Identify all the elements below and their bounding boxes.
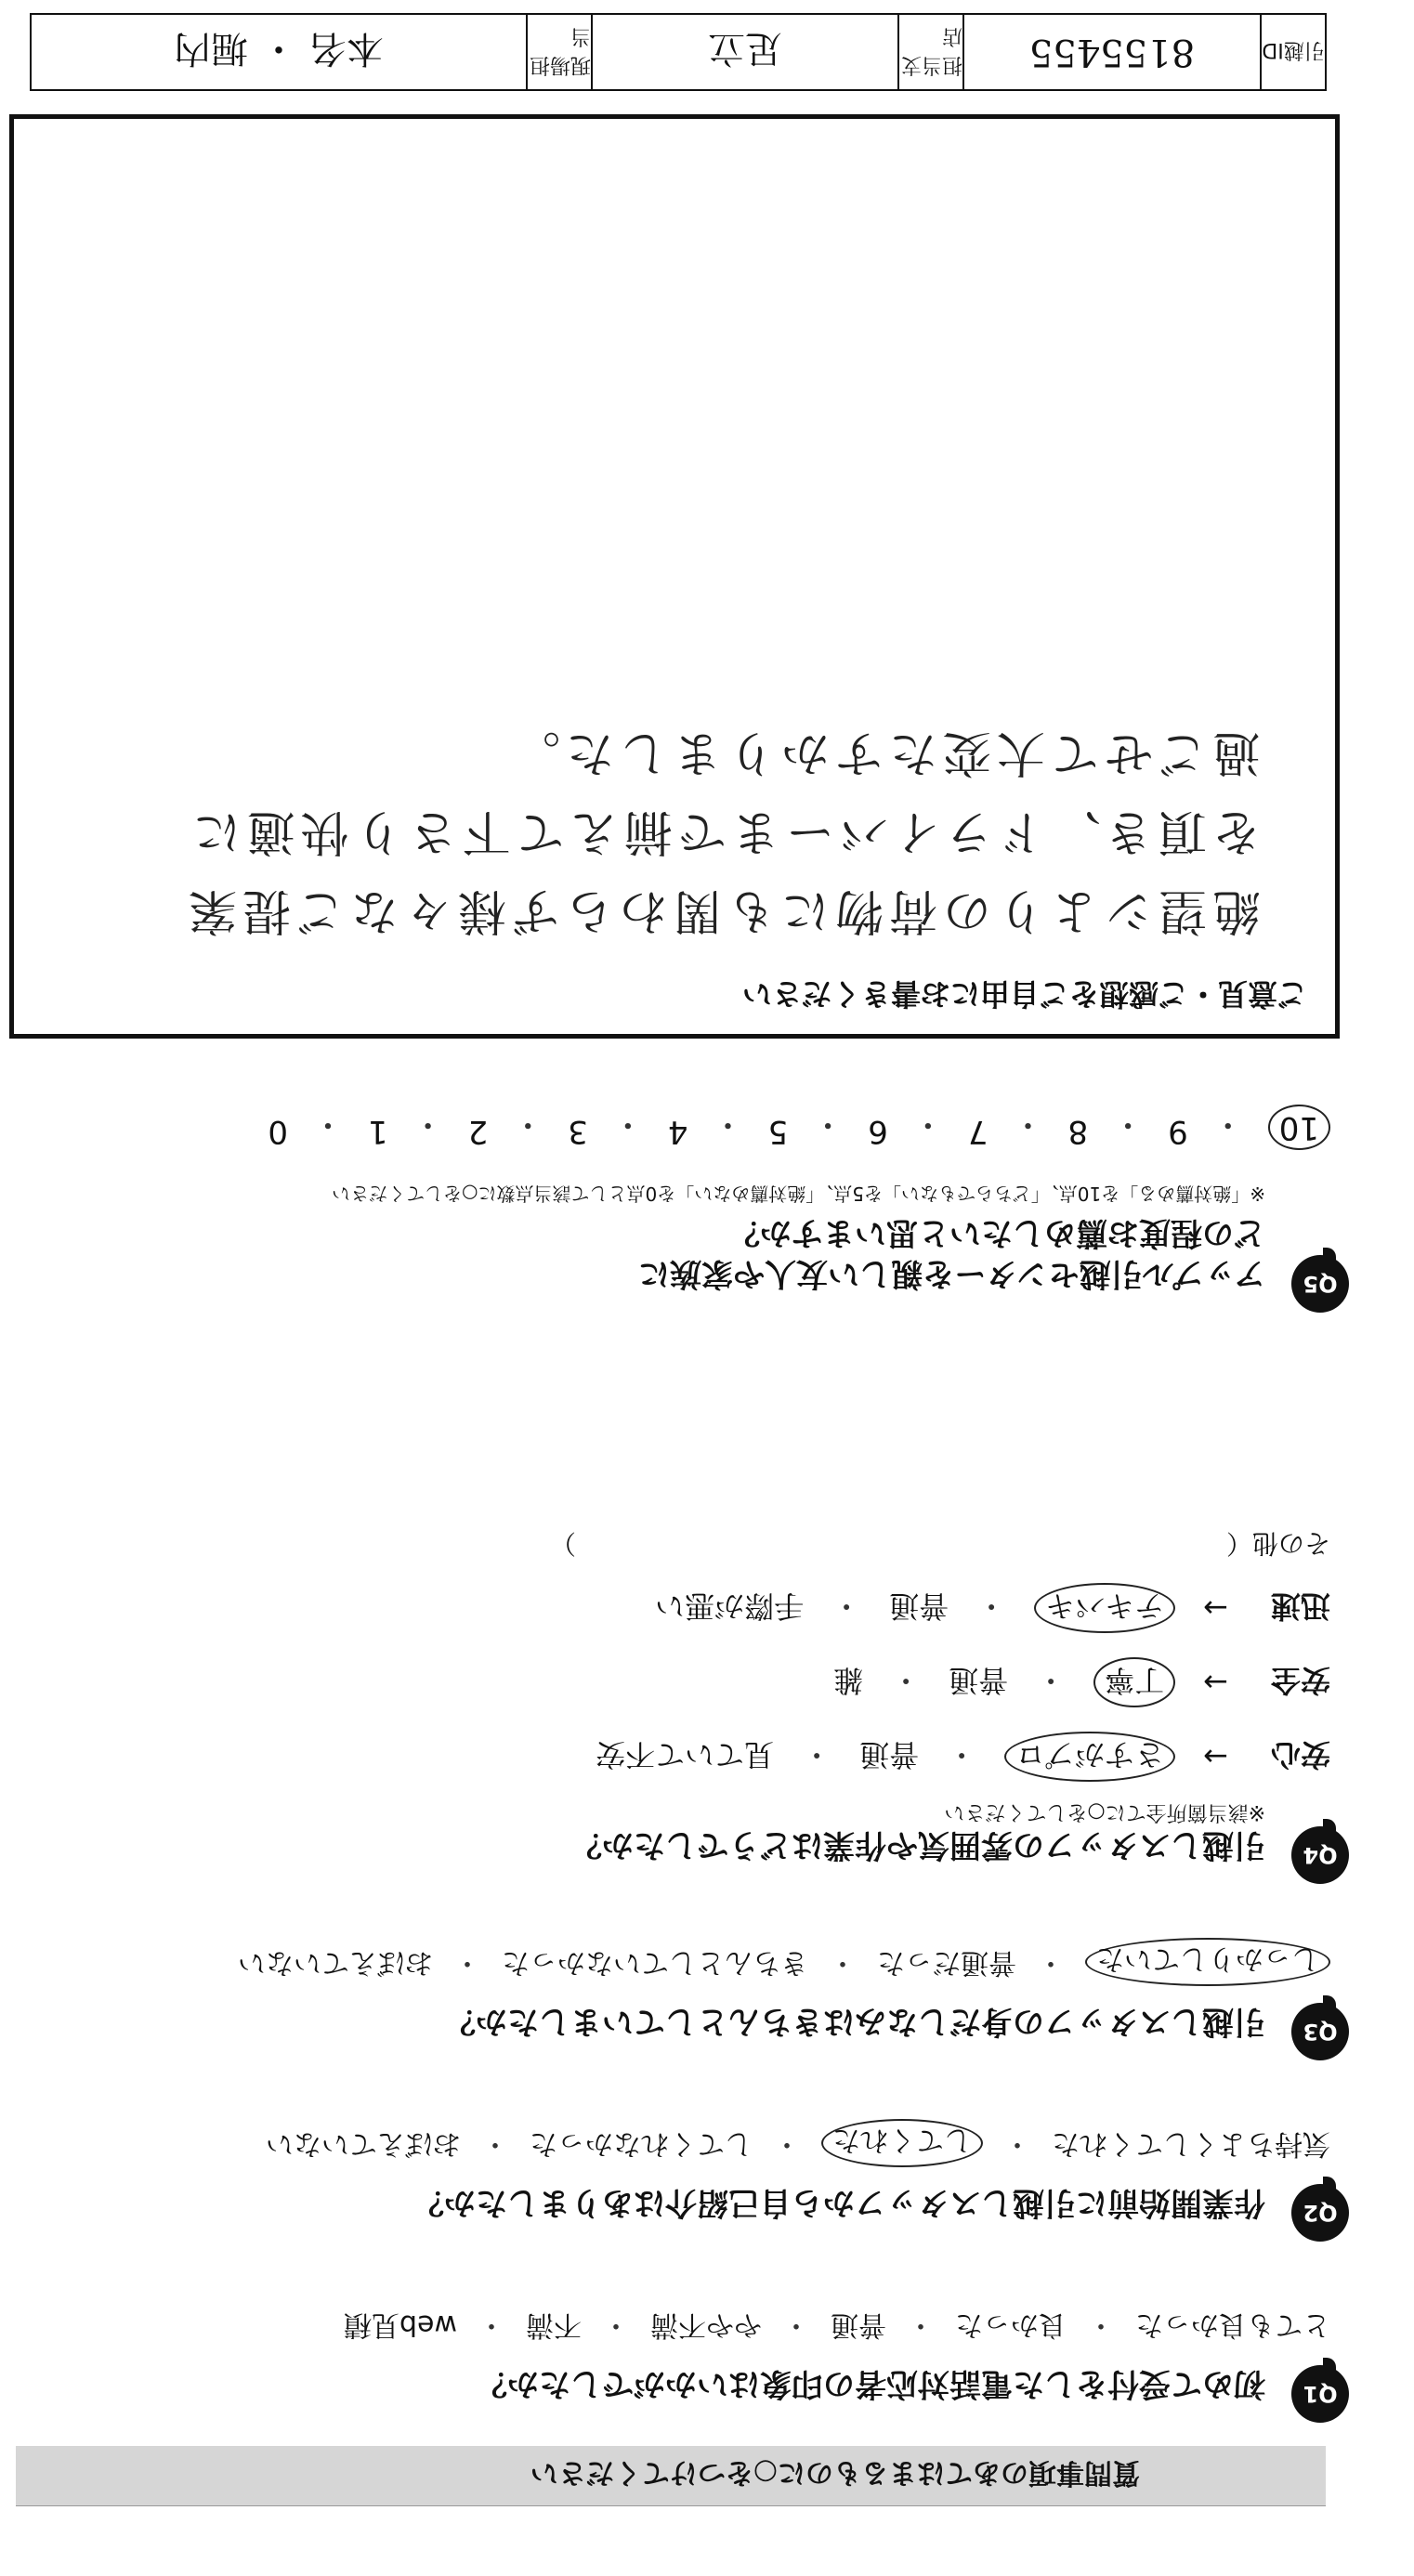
option[interactable]: 普通 (831, 2308, 886, 2341)
branch-label: 担当支店 (897, 15, 962, 89)
q4-row-anshin: 安心 → さすがプロ ・ 普通 ・ 見ていて不安 (596, 1732, 1330, 1782)
option-selected[interactable]: テキパキ (1034, 1583, 1175, 1633)
score-option[interactable]: 8 (1067, 1113, 1089, 1150)
comment-line: 絶望シよりの荷物にも関わらず様々なご提案 (182, 883, 1261, 938)
option[interactable]: おぼえていない (266, 2127, 461, 2160)
score-selected[interactable]: 10 (1268, 1105, 1330, 1150)
question-4 (39, 1528, 1358, 1884)
row-label: 安心 (1270, 1737, 1330, 1772)
section-title: 質問事項のあてはまるものに○をつけてください (530, 2456, 1140, 2489)
q4-badge: Q4 (1291, 1826, 1349, 1884)
comment-line: を頂き、ドライバーまで揃えて下さり快適に (187, 804, 1261, 859)
option[interactable]: 気持ちよくしてくれた (1052, 2127, 1330, 2160)
option-selected[interactable]: しっかりしていた (1085, 1938, 1330, 1986)
q2-badge: Q2 (1291, 2184, 1349, 2242)
q4-text: 引越しスタッフの雰囲気や作業はどうでしたか？ (570, 1826, 1265, 1863)
option[interactable]: 雑 (833, 1663, 864, 1698)
option[interactable]: 良かった (955, 2308, 1067, 2341)
option[interactable]: 普通 (889, 1589, 949, 1624)
option[interactable]: きちんとしていなかった (502, 1946, 808, 1979)
id-label: 引越ID (1260, 15, 1325, 89)
q4-row-jinsoku: 迅速 → テキパキ ・ 普通 ・ 手際が悪い (655, 1583, 1330, 1633)
score-option[interactable]: 3 (568, 1113, 588, 1150)
score-option[interactable]: 0 (268, 1113, 288, 1150)
question-5 (39, 1071, 1358, 1313)
q2-options: 気持ちよくしてくれた ・ してくれた ・ してくれなかった ・ おぼえていない (266, 2119, 1330, 2167)
option[interactable]: とても良かった (1135, 2308, 1330, 2341)
option[interactable]: 不満 (526, 2308, 582, 2341)
option-selected[interactable]: さすがプロ (1004, 1732, 1175, 1782)
comment-line: 過ごせて大変たすかりました。 (505, 725, 1261, 780)
comment-box[interactable] (9, 114, 1340, 1039)
comment-title: ご意見・ご感想をご自由にお書きください (741, 976, 1307, 1012)
option[interactable]: 普通 (949, 1663, 1009, 1698)
section-header (16, 2446, 1326, 2506)
staff-value: 本名 ・ 堀内 (174, 27, 384, 71)
row-label: 安全 (1270, 1663, 1330, 1698)
option[interactable]: 見ていて不安 (596, 1737, 775, 1772)
q5-scale: 10 ・ 9 ・ 8 ・ 7 ・ 6 ・ 5 ・ 4 ・ 3 ・ 2 ・ 1 ・ 0 (268, 1105, 1330, 1150)
q5-badge: Q5 (1291, 1255, 1349, 1313)
q3-text: 引越しスタッフの身だしなみはきちんとしていましたか？ (444, 2003, 1265, 2040)
q3-options: しっかりしていた ・ 普通だった ・ きちんとしていなかった ・ おぼえていない (238, 1938, 1330, 1986)
q4-other[interactable]: その他（ ） (549, 1528, 1330, 1559)
q3-badge: Q3 (1291, 2003, 1349, 2060)
q1-text: 初めて受付をした電話対応者の印象はいかがでしたか？ (476, 2365, 1265, 2402)
q1-options: とても良かった ・ 良かった ・ 普通 ・ やや不満 ・ 不満 ・ web見積 (344, 2308, 1330, 2348)
score-option[interactable]: 2 (467, 1113, 489, 1150)
question-3 (39, 1930, 1358, 2060)
score-option[interactable]: 1 (367, 1113, 388, 1150)
row-label: 迅速 (1270, 1589, 1330, 1624)
q5-text: アップル引越センターを親しい友人や家族に (638, 1255, 1265, 1292)
score-option[interactable]: 6 (868, 1113, 888, 1150)
score-option[interactable]: 7 (967, 1113, 988, 1150)
staff-label: 現場担当 (526, 15, 591, 89)
option[interactable]: 普通だった (877, 1946, 1016, 1979)
branch-value: 足立 (591, 15, 897, 89)
option[interactable]: web見積 (343, 2308, 457, 2341)
score-option[interactable]: 9 (1168, 1113, 1188, 1150)
option[interactable]: 普通 (859, 1737, 920, 1772)
id-value: 8155455 (962, 15, 1260, 89)
option[interactable]: おぼえていない (238, 1946, 433, 1979)
question-2 (39, 2112, 1358, 2242)
option[interactable]: してくれなかった (530, 2127, 753, 2160)
q2-text: 作業開始前に引越しスタッフから自己紹介はありましたか？ (412, 2184, 1265, 2221)
score-option[interactable]: 4 (667, 1113, 688, 1150)
option-selected[interactable]: 丁寧 (1093, 1657, 1175, 1707)
score-option[interactable]: 5 (767, 1113, 789, 1150)
option[interactable]: やや不満 (650, 2308, 762, 2341)
q4-row-anzen: 安全 → 丁寧 ・ 普通 ・ 雑 (833, 1657, 1330, 1707)
option[interactable]: 手際が悪い (655, 1589, 805, 1624)
q1-badge: Q1 (1291, 2365, 1349, 2423)
q5-note: ※「絶対薦める」を10点、「どちらでもない」を5点、「絶対薦めない」を0点として該当点数に○をしてください (332, 1183, 1265, 1205)
id-strip (30, 13, 1327, 91)
option-selected[interactable]: してくれた (821, 2119, 983, 2167)
q4-note: ※該当箇所全てに○をしてください (944, 1800, 1265, 1824)
q5-text-2: どの程度お薦めしたいと思いますか？ (728, 1214, 1265, 1251)
question-1 (39, 2293, 1358, 2423)
